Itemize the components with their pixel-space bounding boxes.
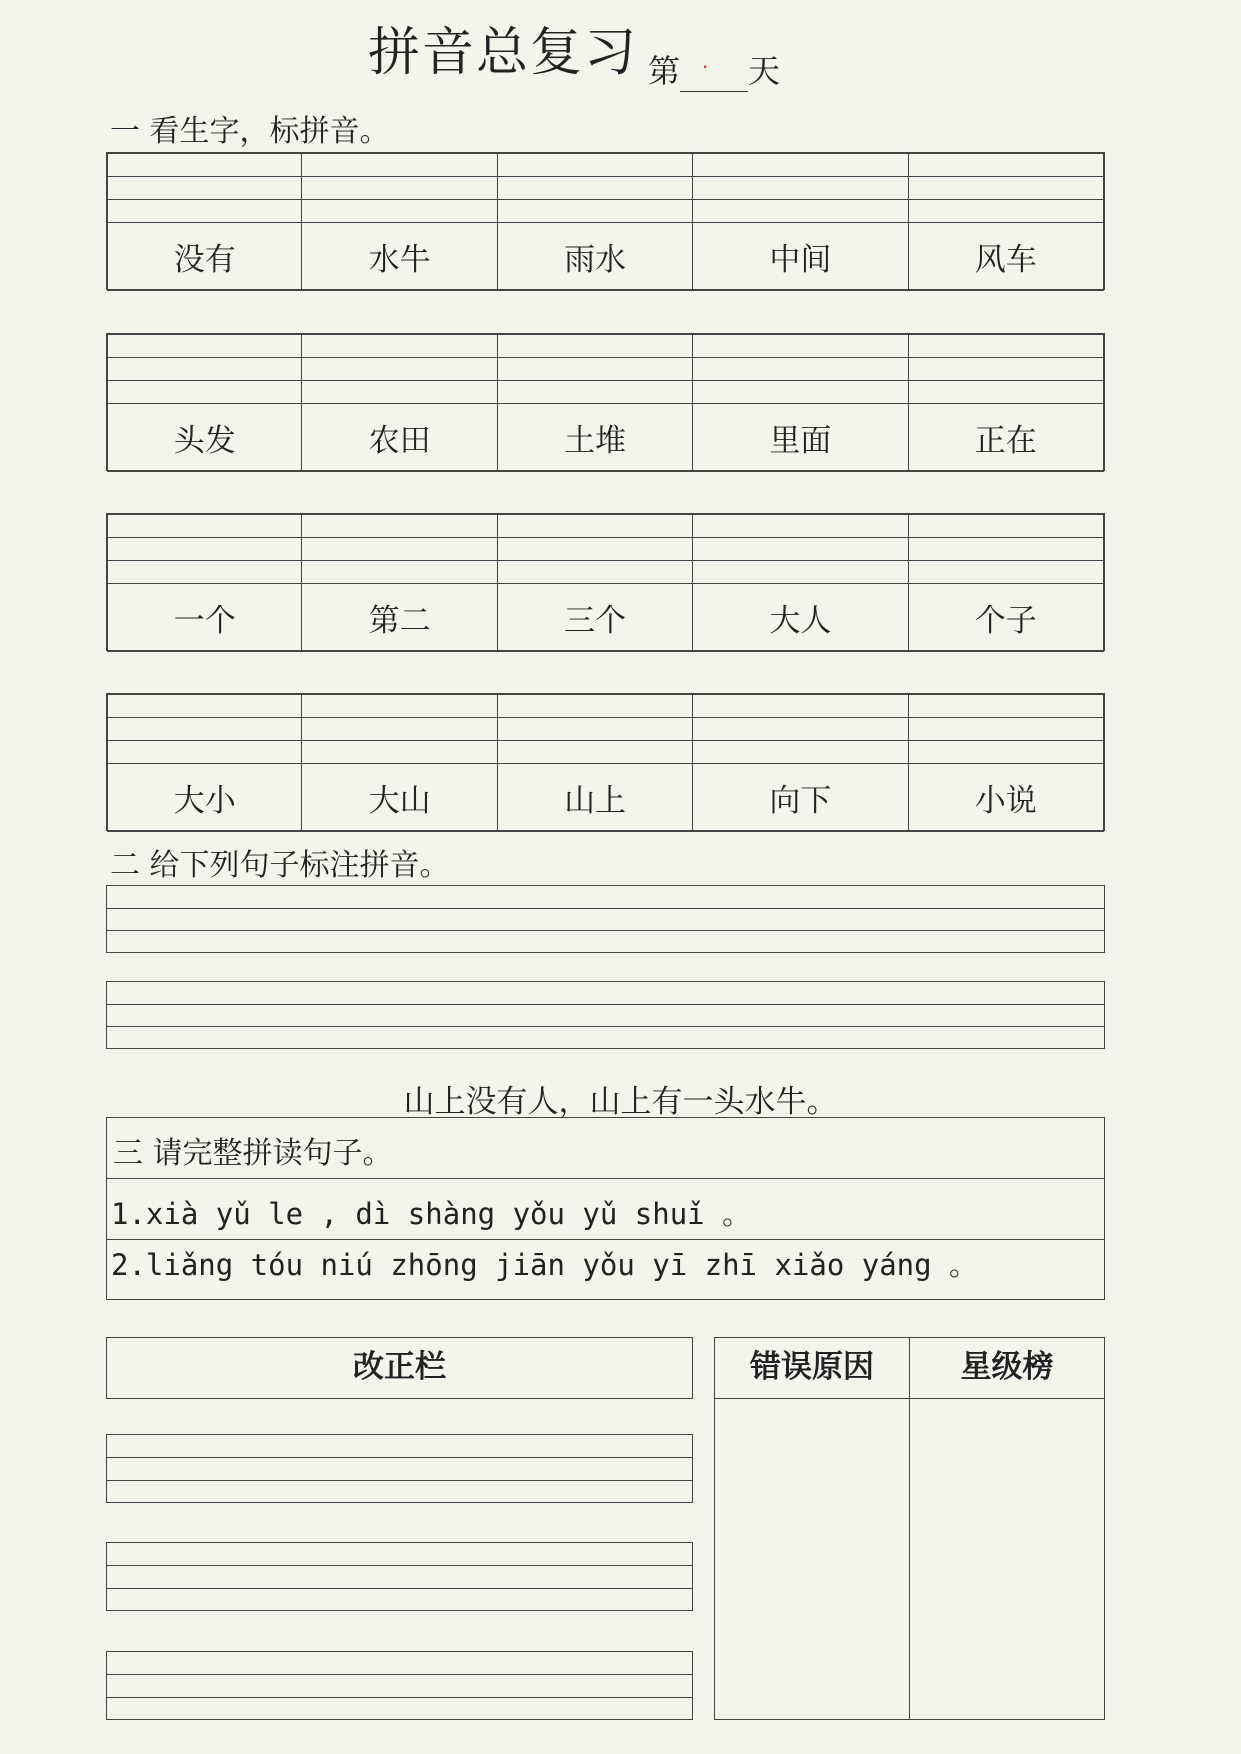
day-field [648, 46, 780, 92]
pinyin-cell[interactable] [497, 177, 692, 200]
word-cell: 小说 [908, 764, 1103, 832]
pinyin-table [106, 333, 1105, 471]
pinyin-writing-lines-2[interactable] [106, 981, 1105, 1049]
reading-line-1: 1.xià yǔ le , dì shàng yǒu yǔ shuǐ 。 [111, 1197, 752, 1231]
correction-lines-1[interactable] [106, 1434, 693, 1503]
pinyin-cell[interactable] [693, 200, 908, 223]
pinyin-cell[interactable] [693, 515, 908, 538]
day-blank[interactable] [680, 55, 748, 92]
pinyin-cell[interactable] [908, 718, 1103, 741]
pinyin-cell[interactable] [908, 515, 1103, 538]
day-mark: · [702, 55, 709, 79]
pinyin-writing-lines-1[interactable] [106, 885, 1105, 953]
word-cell: 山上 [497, 764, 692, 832]
pinyin-cell[interactable] [908, 741, 1103, 764]
pinyin-cell[interactable] [302, 154, 497, 177]
word-cell: 一个 [108, 584, 302, 652]
pinyin-cell[interactable] [108, 154, 302, 177]
pinyin-cell[interactable] [908, 177, 1103, 200]
pinyin-cell[interactable] [302, 200, 497, 223]
pinyin-cell[interactable] [497, 515, 692, 538]
pinyin-cell[interactable] [108, 718, 302, 741]
section3-heading: 三 请完整拼读句子。 [113, 1136, 393, 1171]
pinyin-cell[interactable] [302, 381, 497, 404]
pinyin-cell[interactable] [302, 561, 497, 584]
pinyin-cell[interactable] [108, 695, 302, 718]
review-table [714, 1337, 1105, 1720]
correction-lines-2[interactable] [106, 1542, 693, 1611]
pinyin-cell[interactable] [108, 538, 302, 561]
pinyin-cell[interactable] [693, 741, 908, 764]
correction-lines-3[interactable] [106, 1651, 693, 1720]
word-cell: 三个 [497, 584, 692, 652]
pinyin-cell[interactable] [302, 695, 497, 718]
pinyin-cell[interactable] [693, 538, 908, 561]
page-title: 拼音总复习 [368, 23, 639, 83]
pinyin-cell[interactable] [302, 515, 497, 538]
pinyin-cell[interactable] [908, 358, 1103, 381]
day-suffix: 天 [748, 52, 781, 90]
word-cell: 第二 [302, 584, 497, 652]
pinyin-cell[interactable] [908, 381, 1103, 404]
pinyin-cell[interactable] [497, 538, 692, 561]
pinyin-cell[interactable] [302, 741, 497, 764]
word-cell: 里面 [693, 404, 908, 472]
day-prefix: 第 [648, 52, 681, 90]
pinyin-cell[interactable] [497, 381, 692, 404]
pinyin-table [106, 693, 1105, 831]
pinyin-cell[interactable] [108, 561, 302, 584]
word-cell: 农田 [302, 404, 497, 472]
pinyin-cell[interactable] [497, 561, 692, 584]
pinyin-cell[interactable] [108, 177, 302, 200]
pinyin-cell[interactable] [908, 154, 1103, 177]
pinyin-cell[interactable] [693, 695, 908, 718]
pinyin-cell[interactable] [108, 741, 302, 764]
pinyin-cell[interactable] [693, 335, 908, 358]
pinyin-cell[interactable] [302, 177, 497, 200]
word-cell: 头发 [108, 404, 302, 472]
word-cell: 土堆 [497, 404, 692, 472]
word-cell: 个子 [908, 584, 1103, 652]
pinyin-cell[interactable] [108, 358, 302, 381]
pinyin-cell[interactable] [908, 695, 1103, 718]
correction-header: 改正栏 [106, 1337, 693, 1399]
word-cell: 向下 [693, 764, 908, 832]
word-cell: 风车 [908, 223, 1103, 291]
word-cell: 中间 [693, 223, 908, 291]
pinyin-cell[interactable] [302, 358, 497, 381]
pinyin-cell[interactable] [908, 200, 1103, 223]
pinyin-cell[interactable] [497, 335, 692, 358]
pinyin-cell[interactable] [497, 154, 692, 177]
practice-sentence: 山上没有人，山上有一头水牛。 [403, 1084, 838, 1120]
word-cell: 正在 [908, 404, 1103, 472]
pinyin-table [106, 152, 1105, 290]
pinyin-cell[interactable] [497, 200, 692, 223]
pinyin-cell[interactable] [693, 718, 908, 741]
pinyin-cell[interactable] [302, 538, 497, 561]
word-cell: 雨水 [497, 223, 692, 291]
pinyin-cell[interactable] [108, 200, 302, 223]
pinyin-cell[interactable] [908, 538, 1103, 561]
error-reason-header: 错误原因 [750, 1349, 874, 1385]
pinyin-cell[interactable] [693, 154, 908, 177]
pinyin-cell[interactable] [693, 358, 908, 381]
pinyin-cell[interactable] [302, 718, 497, 741]
pinyin-cell[interactable] [108, 381, 302, 404]
pinyin-cell[interactable] [693, 561, 908, 584]
pinyin-cell[interactable] [302, 335, 497, 358]
section1-heading: 一 看生字，标拼音。 [110, 114, 390, 149]
word-cell: 大小 [108, 764, 302, 832]
pinyin-cell[interactable] [497, 358, 692, 381]
word-cell: 没有 [108, 223, 302, 291]
word-cell: 水牛 [302, 223, 497, 291]
word-cell: 大山 [302, 764, 497, 832]
pinyin-cell[interactable] [497, 741, 692, 764]
star-rank-header: 星级榜 [960, 1349, 1054, 1385]
pinyin-cell[interactable] [908, 335, 1103, 358]
pinyin-cell[interactable] [108, 515, 302, 538]
pinyin-table [106, 513, 1105, 651]
reading-box [106, 1117, 1105, 1300]
pinyin-cell[interactable] [497, 718, 692, 741]
pinyin-cell[interactable] [908, 561, 1103, 584]
pinyin-cell[interactable] [693, 177, 908, 200]
section2-heading: 二 给下列句子标注拼音。 [110, 848, 450, 883]
pinyin-cell[interactable] [693, 381, 908, 404]
reading-line-2: 2.liǎng tóu niú zhōng jiān yǒu yī zhī xiǎo yáng 。 [111, 1248, 979, 1282]
word-cell: 大人 [693, 584, 908, 652]
pinyin-cell[interactable] [108, 335, 302, 358]
pinyin-cell[interactable] [497, 695, 692, 718]
